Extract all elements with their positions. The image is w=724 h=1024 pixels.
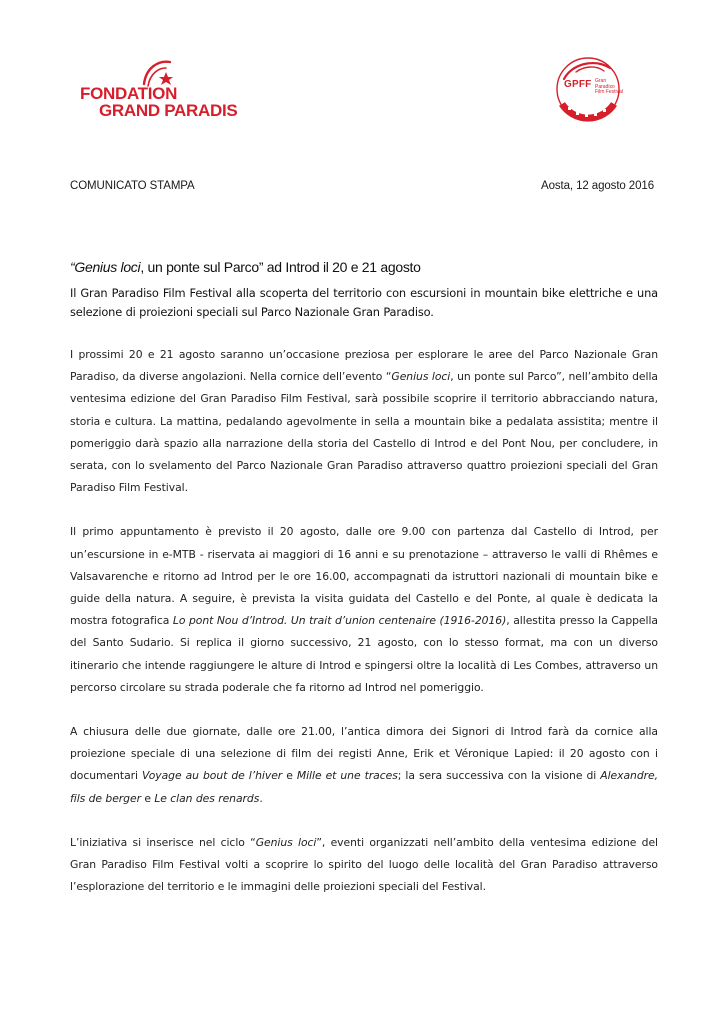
gpff-text: GPFF [564, 79, 592, 90]
gpff-subtitle: Gran Paradiso Film Festival [595, 78, 624, 95]
body-paragraph-2: Il primo appuntamento è previsto il 20 agosto, dalle ore 9.00 con partenza dal Castello di Introd, per un’escursione in e-MTB - riservata ai maggiori di 16 anni e su prenotazione – attraverso le valli di Rhêmes e Valsavarenche e ritorno ad Introd per le ore 16.00, accompagnati da istruttori nazionali di mountain bike e guide della natura. A seguire, è prevista la visita guidata del Castello e del Ponte, al quale è dedicata la mostra fotografica Lo pont Nou d’Introd. Un trait d’union centenaire (1916-2016), allestita presso la Cappella del Santo Sudario. Si replica il giorno successivo, 21 agosto, con lo stesso format, ma con un diverso itinerario che intende raggiungere le alture di Introd e spingersi oltre la località di Les Combes, attraverso un percorso circolare su strada poderale che fa ritorno ad Introd nel pomeriggio. [70, 525, 658, 694]
body-paragraph-1: I prossimi 20 e 21 agosto saranno un’occasione preziosa per esplorare le aree del Parco Nazionale Gran Paradiso, da diverse angolazioni. Nella cornice dell’evento “Genius loci, un ponte sul Parco”, nell’ambito della ventesima edizione del Gran Paradiso Film Festival, sarà possibile scoprire il territorio abbracciando natura, storia e cultura. La mattina, pedalando agevolmente in sella a mountain bike a pedalata assistita; mentre il pomeriggio darà spazio alla narrazione della storia del Castello di Introd e del Pont Nou, per concludere, in serata, con lo svelamento del Parco Nazionale Gran Paradiso attraverso quattro proiezioni speciali del Gran Paradiso Film Festival. [70, 348, 658, 495]
logo-text-grand-paradis: GRAND PARADIS [99, 101, 238, 120]
press-release-body [70, 344, 658, 920]
body-paragraph-4: L’iniziativa si inserisce nel ciclo “Genius loci”, eventi organizzati nell’ambito della ventesima edizione del Gran Paradiso Film Festival volti a scoprire lo spirito del luogo delle località del Gran Paradiso attraverso l’esplorazione del territorio e le immagini delle proiezioni speciali del Festival. [70, 835, 658, 894]
fondation-grand-paradis-logo [80, 56, 240, 120]
gpff-logo [550, 52, 628, 126]
document-type-label: COMUNICATO STAMPA [70, 180, 195, 192]
press-release-subtitle: Il Gran Paradiso Film Festival alla scoperta del territorio con escursioni in mountain bike elettriche e una selezione di proiezioni speciali sul Parco Nazionale Gran Paradiso. [70, 286, 658, 319]
place-date: Aosta, 12 agosto 2016 [541, 180, 654, 192]
body-paragraph-3: A chiusura delle due giornate, dalle ore 21.00, l’antica dimora dei Signori di Introd farà da cornice alla proiezione speciale di una selezione di film dei registi Anne, Erik et Véronique Lapied: il 20 agosto con i documentari Voyage au bout de l’hiver e Mille et une traces; la sera successiva con la visione di Alexandre, fils de berger e Le clan des renards. [70, 725, 658, 805]
logo-text-fondation: FONDATION [80, 84, 178, 103]
press-release-title: “Genius loci, un ponte sul Parco” ad Introd il 20 e 21 agosto [70, 259, 421, 275]
